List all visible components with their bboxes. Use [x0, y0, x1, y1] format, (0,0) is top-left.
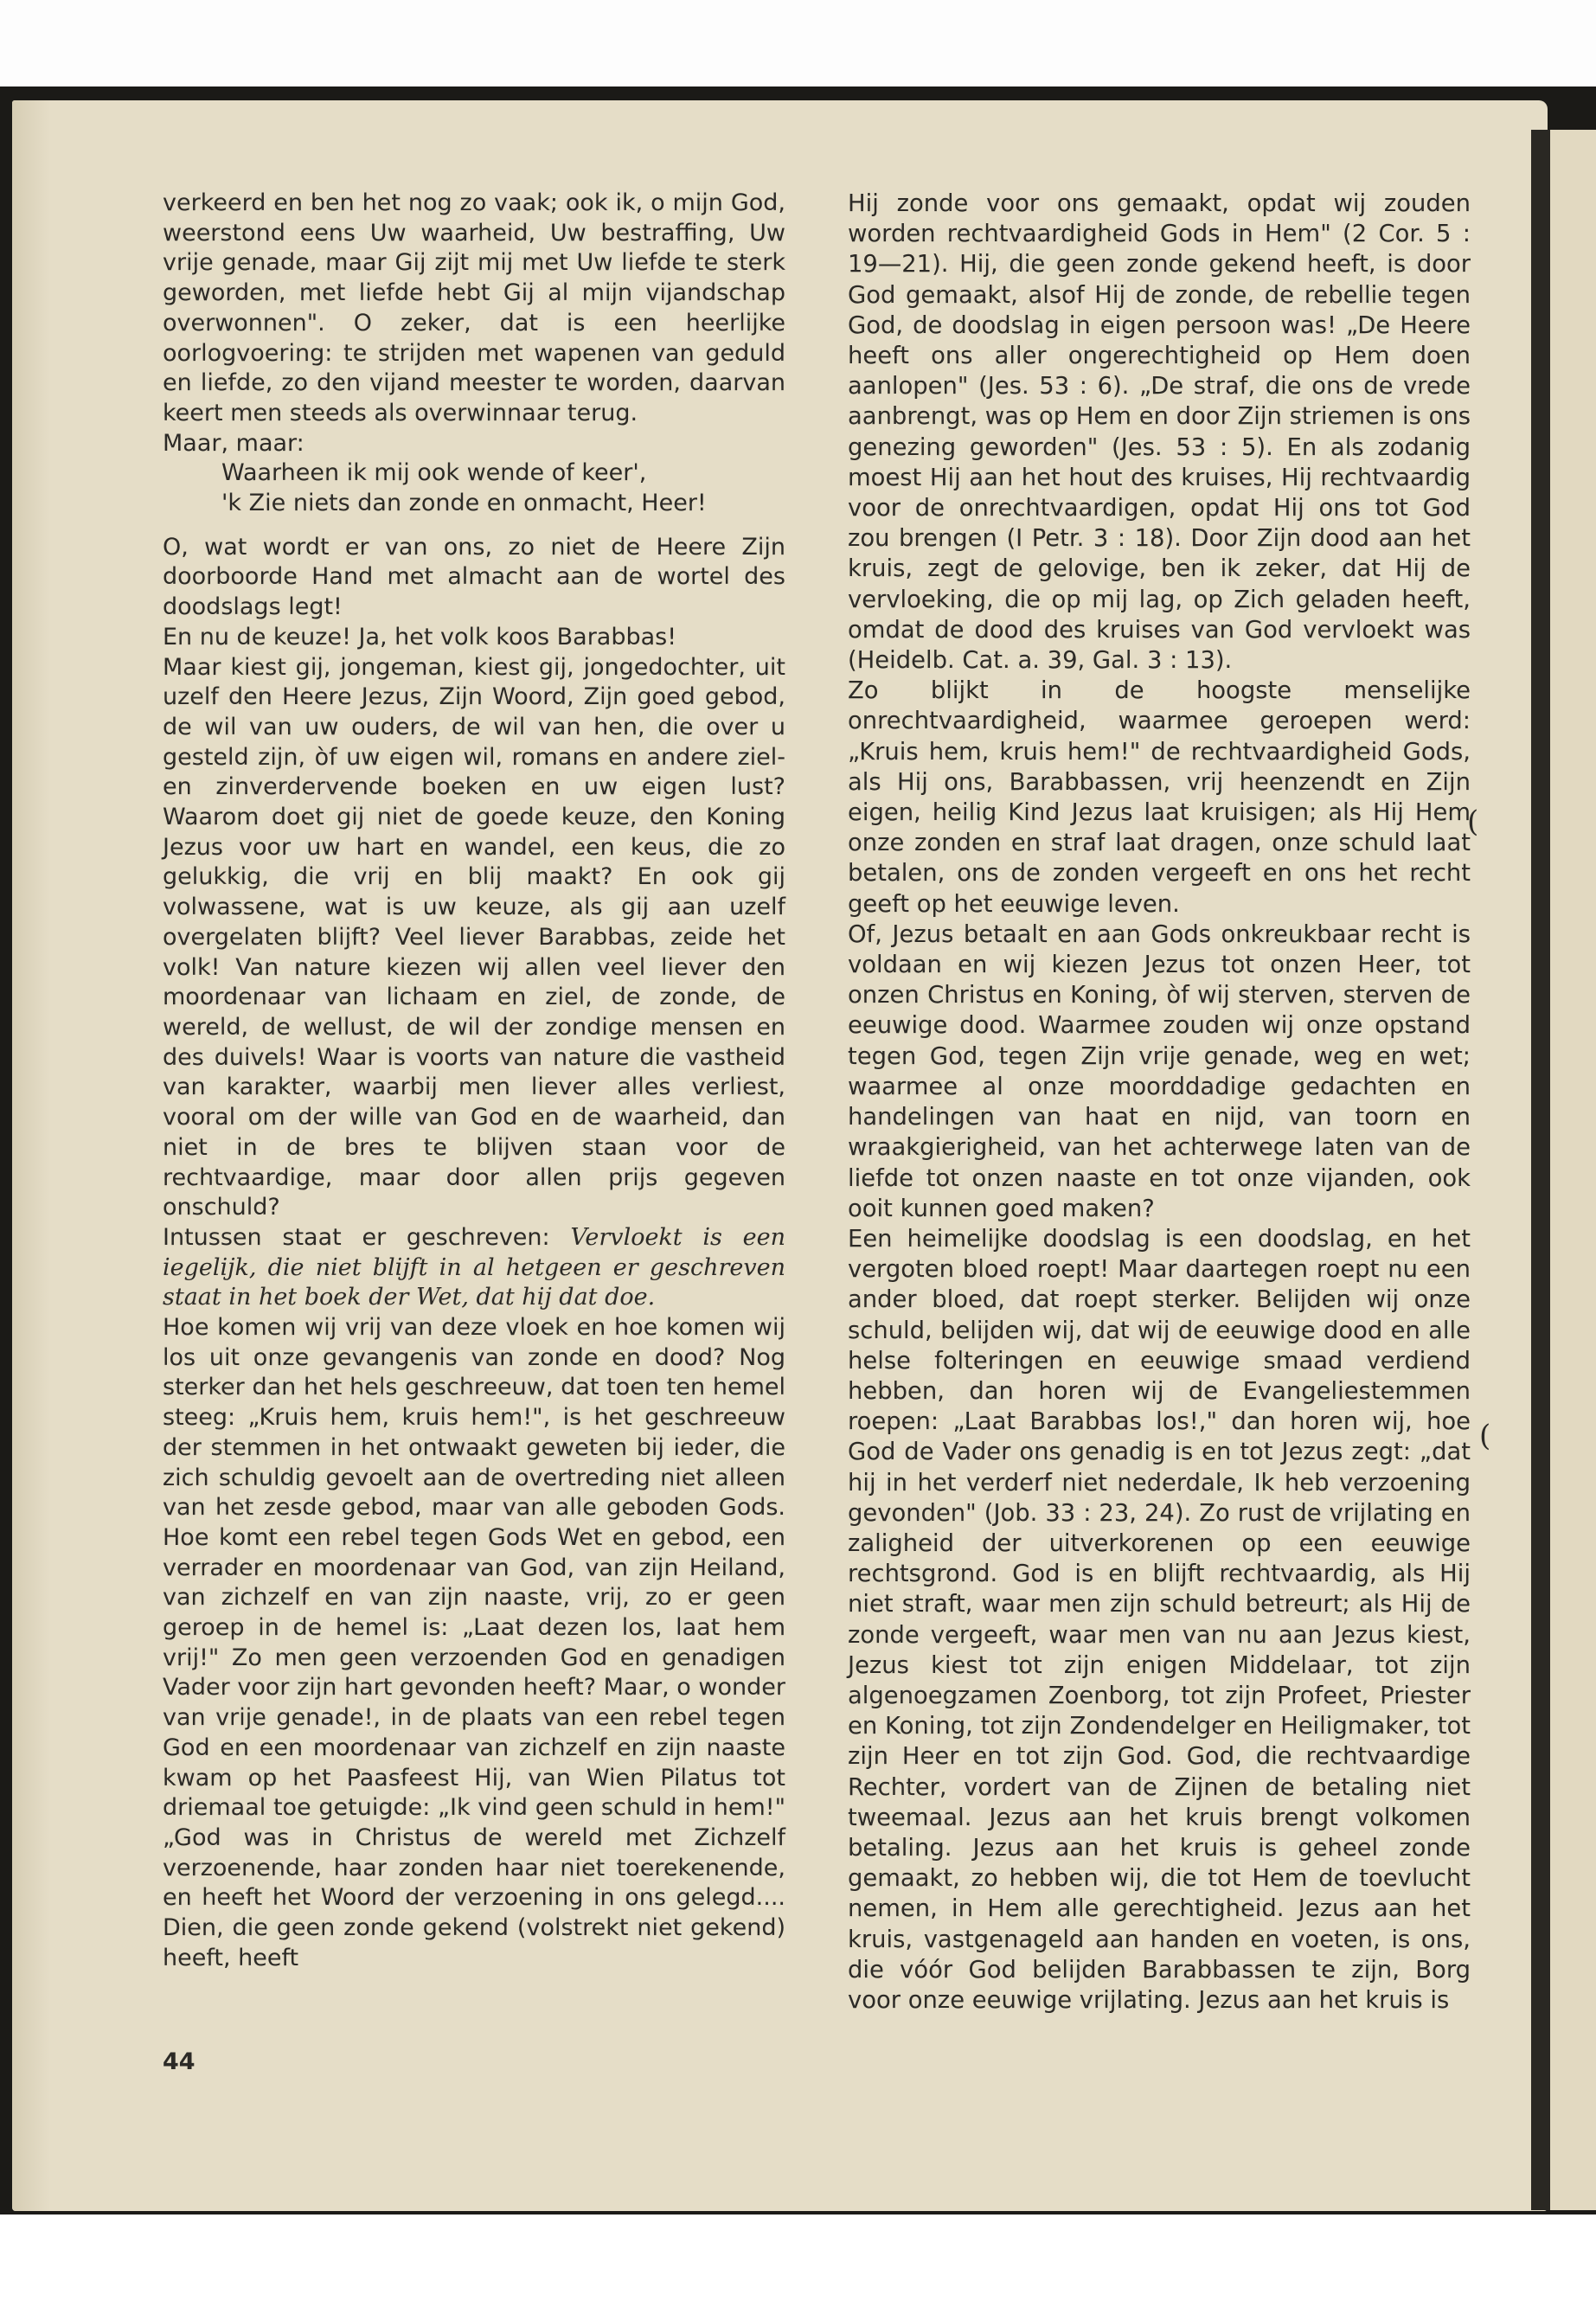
next-page-edge: [1550, 130, 1596, 2210]
top-margin: [0, 0, 1596, 87]
bleed-through-mark: (: [1467, 804, 1479, 839]
right-column: [848, 189, 1471, 2016]
left-column: [163, 189, 785, 1973]
scripture-quote: Vervloekt is een iegelijk, die niet blijft in al hetgeen er geschreven staat in het boek der Wet, dat hij dat doe.: [163, 1223, 785, 1311]
verse-line: 'k Zie niets dan zonde en onmacht, Heer!: [221, 490, 707, 517]
verse-line: Waarheen ik mij ook wende of keer',: [221, 459, 647, 487]
paragraph: Hoe komen wij vrij van deze vloek en hoe komen wij los uit onze gevangenis van zonde en dood? Nog sterker dan het hels geschreeuw, dat toen ten hemel steeg: „Kruis hem, kruis hem!", is het geschreeuw der stemmen in het ontwaakt geweten bij ieder, die zich schuldig gevoelt aan de overtreding niet alleen van het zesde gebod, maar van alle geboden Gods. Hoe komt een rebel tegen Gods Wet en gebod, een verrader en moordenaar van God, van zijn Heiland, van zichzelf en van zijn naaste, vrij, zo er geen geroep in de hemel is: „Laat dezen los, laat hem vrij!" Zo men geen verzoenden God en genadigen Vader voor zijn hart gevonden heeft? Maar, o wonder van vrije genade!, in de plaats van een rebel tegen God en een moordenaar van zichzelf en zijn naaste kwam op het Paasfeest Hij, van Wien Pilatus tot driemaal toe getuigde: „Ik vind geen schuld in hem!" „God was in Christus de wereld met Zichzelf verzoenende, haar zonden haar niet toerekenende, en heeft het Woord der verzoening in ons gelegd.... Dien, die geen zonde gekend (volstrekt niet gekend) heeft, heeft: [163, 1314, 785, 1971]
bleed-through-mark: (: [1479, 1419, 1491, 1453]
paragraph-intro: Intussen staat er geschreven:: [163, 1223, 550, 1251]
bottom-margin: [0, 2214, 1596, 2301]
page-number: 44: [163, 2048, 195, 2075]
paragraph: Maar, maar:: [163, 429, 304, 457]
verse-quote: [163, 458, 785, 518]
paragraph: Een heimelijke doodslag is een doodslag, en het vergoten bloed roept! Maar daartegen roept nu een ander bloed, dat roept sterker. Belijden wij onze schuld, belijden wij, dat wij de eeuwige dood en alle helse folteringen en eeuwige smaad verdiend hebben, dan horen wij de Evangeliestemmen roepen: „Laat Barabbas los!," dan horen wij, hoe God de Vader ons genadig is en tot Jezus zegt: „dat hij in het verderf niet nederdale, Ik heb verzoening gevonden" (Job. 33 : 23, 24). Zo rust de vrijlating en zaligheid der uitverkorenen op een eeuwige rechtsgrond. God is en blijft rechtvaardig, als Hij niet straft, waar men zijn schuld betreurt; als Hij de zonde vergeeft, waar men van nu aan Jezus kiest, Jezus kiest tot zijn enigen Middelaar, tot zijn algenoegzamen Zoenborg, tot zijn Profeet, Priester en Koning, tot zijn Zondendelger en Heiligmaker, tot zijn Heer en tot zijn God. God, die rechtvaardige Rechter, vordert van de Zijnen de betaling niet tweemaal. Jezus aan het kruis brengt volkomen betaling. Jezus aan het kruis is geheel zonde gemaakt, zo hebben wij, die tot Hem de toevlucht nemen, in Hem alle gerechtigheid. Jezus aan het kruis, vastgenageld aan handen en voeten, is ons, die vóór God belijden Barabbassen te zijn, Borg voor onze eeuwige vrijlating. Jezus aan het kruis is: [848, 1225, 1471, 2014]
paragraph: Zo blijkt in de hoogste menselijke onrechtvaardigheid, waarmee geroepen werd: „Kruis hem, kruis hem!" de rechtvaardigheid Gods, als Hij ons, Barabbassen, vrij heenzendt en Zijn eigen, heilig Kind Jezus laat kruisigen; als Hij Hem onze zonden en straf laat dragen, onze schuld laat betalen, ons de zonden vergeeft en ons het recht geeft op het eeuwige leven.: [848, 677, 1471, 918]
paper-left-edge: [12, 100, 50, 2211]
paragraph: verkeerd en ben het nog zo vaak; ook ik, o mijn God, weerstond eens Uw waarheid, Uw bestraffing, Uw vrije genade, maar Gij zijt mij met Uw liefde te sterk geworden, met liefde hebt Gij al mijn vijandschap overwonnen". O zeker, dat is een heerlijke oorlogvoering: te strijden met wapenen van geduld en liefde, zo den vijand meester te worden, daarvan keert men steeds als overwinnaar terug.: [163, 189, 785, 426]
paragraph: O, wat wordt er van ons, zo niet de Heere Zijn doorboorde Hand met almacht aan de wortel des doodslags legt!: [163, 533, 785, 621]
paragraph: [163, 1223, 785, 1313]
paragraph: Hij zonde voor ons gemaakt, opdat wij zouden worden rechtvaardigheid Gods in Hem" (2 Cor. 5 : 19—21). Hij, die geen zonde gekend heeft, is door God gemaakt, alsof Hij de zonde, de rebellie tegen God, de doodslag in eigen persoon was! „De Heere heeft ons aller ongerechtigheid op Hem doen aanlopen" (Jes. 53 : 6). „De straf, die ons de vrede aanbrengt, was op Hem en door Zijn striemen is ons genezing geworden" (Jes. 53 : 5). En als zodanig moest Hij aan het hout des kruises, Hij rechtvaardig voor de onrechtvaardigen, opdat Hij ons tot God zou brengen (I Petr. 3 : 18). Door Zijn dood aan het kruis, zegt de gelovige, ben ik zeker, dat Hij de vervloeking, die op mij lag, op Zich geladen heeft, omdat de dood des kruises van God vervloekt was (Heidelb. Cat. a. 39, Gal. 3 : 13).: [848, 190, 1471, 675]
paragraph: Of, Jezus betaalt en aan Gods onkreukbaar recht is voldaan en wij kiezen Jezus tot onzen Heer, tot onzen Christus en Koning, òf wij sterven, sterven de eeuwige dood. Waarmee zouden wij onze opstand tegen God, tegen Zijn vrije genade, weg en wet; waarmee al onze moorddadige gedachten en handelingen van haat en nijd, van toorn en wraakgierigheid, van het achterwege laten van de liefde tot onzen naaste en tot onze vijanden, ook ooit kunnen goed maken?: [848, 920, 1471, 1222]
paragraph: Maar kiest gij, jongeman, kiest gij, jongedochter, uit uzelf den Heere Jezus, Zijn Woord, Zijn goed gebod, de wil van uw ouders, de wil van hen, die over u gesteld zijn, òf uw eigen wil, romans en andere ziel- en zinverdervende boeken en uw eigen lust? Waarom doet gij niet de goede keuze, den Koning Jezus voor uw hart en wandel, een keus, die zo gelukkig, die vrij en blij maakt? En ook gij volwassene, wat is uw keuze, als gij aan uzelf overgelaten blijft? Veel liever Barabbas, zeide het volk! Van nature kiezen wij allen veel liever den moordenaar van lichaam en ziel, de zonde, de wereld, de wellust, de wil der zondige mensen en des duivels! Waar is voorts van nature die vastheid van karakter, waarbij men liever alles verliest, vooral om der wille van God en de waarheid, dan niet in de bres te blijven staan voor de rechtvaardige, maar door allen prijs gegeven onschuld?: [163, 653, 785, 1221]
paragraph: En nu de keuze! Ja, het volk koos Barabbas!: [163, 623, 677, 651]
binding-gutter: [1531, 130, 1550, 2210]
